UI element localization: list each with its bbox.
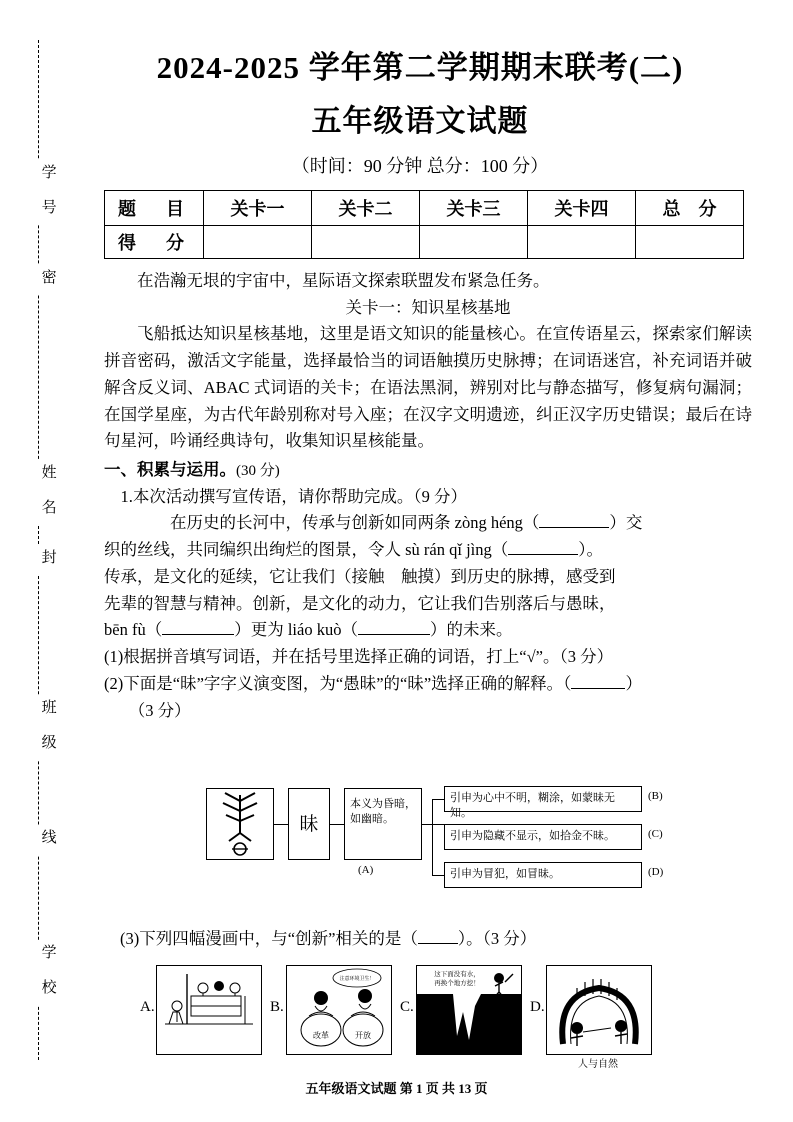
score-table-row-label: 得 分 — [105, 226, 204, 259]
answer-blank[interactable] — [418, 943, 458, 944]
section-one-score: (30 分) — [236, 463, 280, 480]
score-table — [104, 190, 744, 259]
option-c-label: (C) — [648, 828, 663, 840]
comic-c-illustration — [417, 966, 521, 1054]
seal-item-xuexiao: 学 校 — [24, 940, 70, 1005]
exam-meta: （时间：90 分钟 总分：100 分） — [291, 156, 549, 176]
character-evolution-diagram — [206, 788, 664, 903]
question-1: 1.本次活动撰写宣传语，请你帮助完成。（9 分） — [120, 486, 467, 506]
comic-c-frame — [416, 965, 522, 1055]
comic-d-caption: 人与自然 — [578, 1059, 618, 1070]
passage-line-5: bēn fù（ ）更为 liáo kuò（ ）的未来。 — [104, 620, 513, 640]
character-box: 昧 — [288, 788, 330, 860]
score-table-header-2: 关卡二 — [312, 191, 420, 226]
score-table-header-0: 题 目 — [105, 191, 204, 226]
score-cell-3[interactable] — [420, 226, 528, 259]
score-cell-1[interactable] — [204, 226, 312, 259]
score-table-header-5: 总 分 — [636, 191, 744, 226]
comic-a-illustration — [157, 966, 261, 1054]
question-1-2-score: （3 分） — [128, 700, 191, 720]
section-one-heading — [104, 457, 752, 484]
svg-text:注意环境卫生！: 注意环境卫生！ — [339, 976, 375, 982]
seal-margin — [24, 40, 70, 1060]
oracle-bone-script-icon — [207, 789, 273, 859]
seal-item-xuehao: 学 号 — [24, 160, 70, 225]
score-table-header-3: 关卡三 — [420, 191, 528, 226]
connector-line — [432, 799, 444, 800]
option-b-label: (B) — [648, 790, 663, 802]
comic-b[interactable] — [270, 965, 390, 1053]
option-a-label: (A) — [358, 864, 374, 876]
intro-paragraph: 飞船抵达知识星核基地，这里是语文知识的能量核心。在宣传语星云，探索家们解读拼音密码，激活文字能量，选择最恰当的词语触摸历史脉搏；在词语迷宫，补充词语并破解含反义词、ABAC 式词语的关卡；在语法黑洞，辨别对比与静态描写，修复病句漏洞；在国学星座，为古代年龄别称对号入座；在汉字文明遗迹，纠正汉字历史错误；最后在诗句星河，吟诵经典诗句，收集知识星核能量。 — [104, 324, 752, 451]
answer-blank[interactable] — [571, 688, 625, 689]
exam-body — [104, 268, 752, 724]
answer-blank[interactable] — [508, 554, 578, 555]
comic-a-label: A. — [140, 999, 155, 1015]
comic-b-frame — [286, 965, 392, 1055]
original-meaning-box: 本义为昏暗，如幽暗。 — [344, 788, 422, 860]
comic-a-frame — [156, 965, 262, 1055]
level-one-title: 关卡一：知识星核基地 — [345, 297, 511, 317]
seal-item-feng: 封 — [24, 545, 70, 575]
seal-item-xingming: 姓 名 — [24, 460, 70, 525]
answer-blank[interactable] — [358, 634, 430, 635]
comic-a[interactable] — [140, 965, 260, 1053]
comic-options — [140, 965, 660, 1070]
answer-blank[interactable] — [162, 634, 234, 635]
intro-lead: 在浩瀚无垠的宇宙中，星际语文探索联盟发布紧急任务。 — [137, 271, 550, 290]
comic-d-illustration — [547, 966, 651, 1054]
passage-line-2: 织的丝线，共同编织出绚烂的图景，令人 sù rán qǐ jìng（ ）。 — [104, 540, 603, 560]
score-cell-4[interactable] — [528, 226, 636, 259]
option-d-box[interactable]: 引申为冒犯，如冒昧。 — [444, 862, 642, 888]
comic-d-frame — [546, 965, 652, 1055]
option-c-box[interactable]: 引申为隐藏不显示，如拾金不昧。 — [444, 824, 642, 850]
comic-b-illustration — [287, 966, 391, 1054]
connector-line — [422, 824, 444, 825]
seal-item-banji: 班 级 — [24, 695, 70, 760]
score-cell-2[interactable] — [312, 226, 420, 259]
answer-blank[interactable] — [539, 527, 609, 528]
page-footer: 五年级语文试题 第 1 页 共 13 页 — [305, 1081, 488, 1096]
svg-text:改革: 改革 — [313, 1031, 329, 1040]
section-one-heading-text: 一、积累与运用。 — [104, 460, 236, 480]
comic-c[interactable] — [400, 965, 520, 1053]
svg-text:再换个地方挖！: 再换个地方挖！ — [434, 980, 480, 987]
connector-line — [274, 824, 288, 825]
question-1-2: (2)下面是“昧”字字义演变图，为“愚昧”的“昧”选择正确的解释。（ ） — [104, 673, 642, 693]
passage-line-1: 在历史的长河中，传承与创新如同两条 zòng héng（ ）交 — [170, 513, 643, 533]
option-b-box[interactable]: 引申为心中不明，糊涂，如蒙昧无知。 — [444, 786, 642, 812]
table-row — [105, 226, 744, 259]
passage-line-4: 先辈的智慧与精神。创新，是文化的动力，它让我们告别落后与愚昧， — [104, 593, 616, 613]
option-d-label: (D) — [648, 866, 664, 878]
score-cell-5[interactable] — [636, 226, 744, 259]
seal-item-xian: 线 — [24, 825, 70, 855]
connector-line — [330, 824, 344, 825]
oracle-glyph-box — [206, 788, 274, 860]
table-row — [105, 191, 744, 226]
passage-line-3: 传承，是文化的延续，它让我们（接触 触摸）到历史的脉搏，感受到 — [104, 566, 616, 586]
page-title: 2024-2025 学年第二学期期末联考(二) — [156, 50, 684, 85]
svg-text:这下面没有水，: 这下面没有水， — [434, 971, 480, 978]
comic-b-label: B. — [270, 999, 284, 1015]
comic-c-label: C. — [400, 999, 414, 1015]
svg-text:开放: 开放 — [355, 1031, 371, 1040]
page-subtitle-grade: 五年级语文试题 — [311, 105, 529, 138]
connector-line — [432, 799, 433, 875]
comic-d-label: D. — [530, 999, 545, 1015]
question-1-1: (1)根据拼音填写词语，并在括号里选择正确的词语，打上“√”。（3 分） — [104, 647, 614, 667]
seal-item-mi: 密 — [24, 265, 70, 295]
comic-d[interactable] — [530, 965, 650, 1053]
question-1-3: (3)下列四幅漫画中，与“创新”相关的是（ ）。（3 分） — [120, 929, 537, 948]
connector-line — [432, 875, 444, 876]
score-table-header-4: 关卡四 — [528, 191, 636, 226]
score-table-header-1: 关卡一 — [204, 191, 312, 226]
